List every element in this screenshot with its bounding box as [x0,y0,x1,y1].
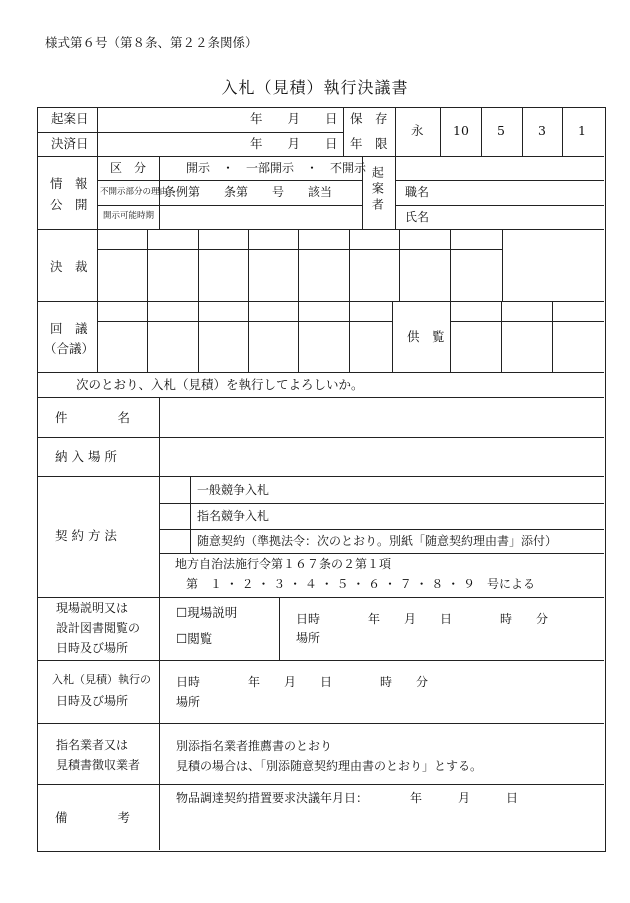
grid-line [298,229,299,301]
grid-line [97,205,362,206]
grid-line [198,229,199,301]
draft-date-label: 起案日 [51,111,89,126]
grid-line [159,553,604,554]
designated-label: 見積書徴収業者 [56,758,141,772]
form-number: 様式第６号（第８条、第２２条関係） [45,35,258,50]
retention-3[interactable]: 3 [538,123,546,138]
circulation-label: 供 覧 [407,329,445,344]
decision-date-field[interactable]: 年 月 日 [250,136,338,151]
grid-line [190,476,191,553]
grid-line [37,597,604,598]
remarks-text[interactable]: 物品調達契約措置要求決議年月日： 年 月 日 [176,791,519,805]
grid-line [97,229,98,301]
retention-label: 保 存 [350,111,388,126]
grid-line [450,321,604,322]
decision-label: 決 裁 [50,259,88,274]
site-briefing-place[interactable]: 場所 [296,631,321,645]
nondisclosure-reason-label: 不開示部分の理由 [100,187,169,197]
grid-line [298,301,299,372]
grid-line [147,229,148,301]
grid-line [97,107,98,156]
grid-line [552,301,553,372]
category-options[interactable]: 開示 ・ 一部開示 ・ 不開示 [186,161,367,175]
law-clause-options[interactable]: 第 １ ・ ２ ・ ３ ・ ４ ・ ５ ・ ６ ・ ７ ・ ８ ・ ９ 号による [186,577,536,591]
grid-line [450,229,451,301]
grid-line [37,301,604,302]
grid-line [37,156,604,157]
grid-line [97,321,392,322]
contract-method-label: 契 約 方 法 [55,528,117,543]
bid-exec-label: 入札（見積）執行の [52,673,151,686]
subject-label: 件 名 [55,410,131,425]
grid-line [343,107,344,156]
grid-line [37,660,604,661]
disclosure-label: 情 報 [50,176,88,191]
grid-line [37,397,604,398]
grid-line [37,372,604,373]
name-label: 氏名 [405,210,430,224]
grid-line [97,249,502,250]
grid-line [147,301,148,372]
grid-line [97,301,98,372]
designated-text: 見積の場合は、「別添随意契約理由書のとおり」とする。 [176,759,483,773]
site-briefing-datetime[interactable]: 日時 年 月 日 時 分 [296,612,549,626]
grid-line [37,132,343,133]
contract-option-general[interactable]: 一般競争入札 [197,483,270,497]
decision-date-label: 決済日 [51,136,89,151]
grid-line [159,397,160,850]
grid-line [349,229,350,301]
site-briefing-label: 設計図書閲覧の [56,621,141,635]
grid-line [522,107,523,156]
grid-line [279,597,280,660]
statement-text: 次のとおり、入札（見積）を執行してよろしいか。 [76,377,364,392]
bid-exec-place[interactable]: 場所 [176,695,201,709]
category-label: 区 分 [110,161,147,175]
grid-line [97,156,98,229]
bid-exec-datetime[interactable]: 日時 年 月 日 時 分 [176,675,429,689]
disclosable-date-label: 開示可能時期 [103,211,155,221]
grid-line [97,180,362,181]
grid-line [37,476,604,477]
position-label: 職名 [405,185,430,199]
grid-line [501,301,502,372]
grid-line [248,301,249,372]
grid-line [450,301,451,372]
site-briefing-label: 現場説明又は [56,601,129,615]
retention-1[interactable]: 1 [578,123,586,138]
grid-line [440,107,441,156]
grid-line [395,205,604,206]
site-briefing-checkbox[interactable]: ☐現場説明 [176,605,238,620]
grid-line [37,229,604,230]
consultation-label: （合議） [44,341,95,356]
contract-option-private[interactable]: 随意契約（準拠法令：次のとおり。別紙「随意契約理由書」添付） [197,534,558,548]
grid-line [395,107,396,156]
grid-line [159,529,604,530]
retention-5[interactable]: 5 [497,123,505,138]
grid-line [248,229,249,301]
nondisclosure-reason-value[interactable]: 条例第 条第 号 該当 [164,185,333,199]
grid-line [349,301,350,372]
remarks-label: 備 考 [55,810,131,825]
grid-line [392,301,393,372]
draft-date-field[interactable]: 年 月 日 [250,111,338,126]
grid-line [481,107,482,156]
drafter-label: 起案者 [370,166,385,214]
grid-line [562,107,563,156]
grid-line [502,229,503,301]
grid-line [395,180,604,181]
retention-permanent[interactable]: 永 [411,123,424,138]
consultation-label: 回 議 [50,321,88,336]
law-reference: 地方自治法施行令第１６７条の２第１項 [175,557,392,571]
grid-line [198,301,199,372]
delivery-place-label: 納 入 場 所 [55,449,117,464]
contract-option-designated[interactable]: 指名競争入札 [197,509,270,523]
designated-text: 別添指名業者推薦書のとおり [176,739,333,753]
disclosure-label: 公 開 [50,197,88,212]
grid-line [395,156,396,229]
grid-line [159,503,604,504]
grid-line [37,723,604,724]
retention-10[interactable]: 10 [453,123,469,138]
grid-line [37,437,604,438]
page-title: 入札（見積）執行決議書 [221,78,409,97]
grid-line [37,784,604,785]
site-briefing-label: 日時及び場所 [56,641,129,655]
retention-label: 年 限 [350,136,388,151]
document-review-checkbox[interactable]: ☐閲覧 [176,631,213,646]
bid-exec-label: 日時及び場所 [56,694,129,708]
designated-label: 指名業者又は [56,738,129,752]
grid-line [399,229,400,301]
